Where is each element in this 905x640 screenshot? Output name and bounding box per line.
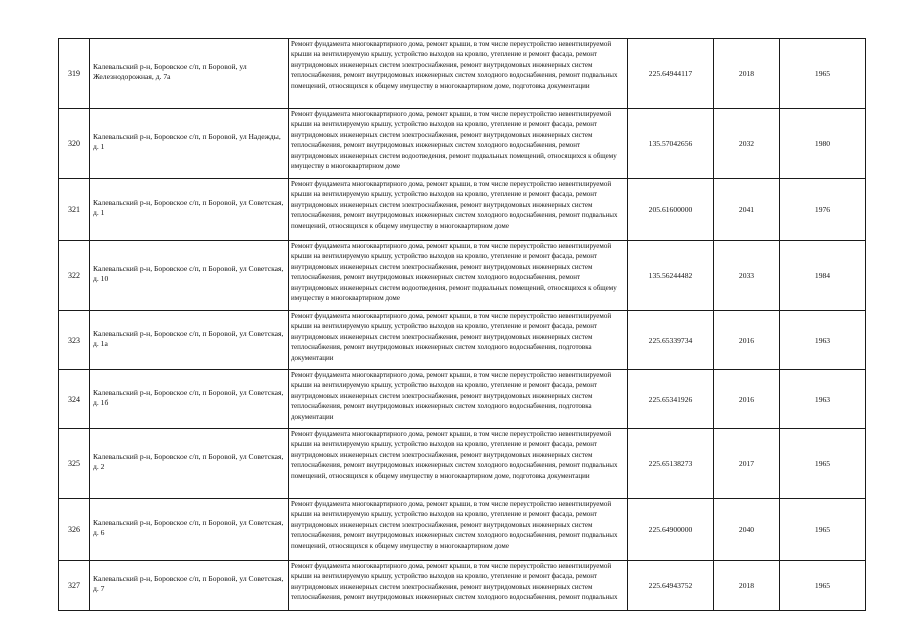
table-row [59,561,866,611]
address-text: Калевальский р-н, Боровское с/п, п Боровой, ул Железнодорожная, д. 7а [93,62,247,81]
address-text: Калевальский р-н, Боровское с/п, п Боровой, ул Советская, д. 7 [93,574,284,593]
build-year-cell: 1965 [780,499,866,561]
table-row [59,179,866,241]
address-text: Калевальский р-н, Боровское с/п, п Боровой, ул Советская, д. 2 [93,452,284,471]
build-year-cell: 1984 [780,241,866,311]
build-year-cell: 1976 [780,179,866,241]
cost-cell: 225.65339734 [628,311,714,370]
address-cell [90,39,289,109]
build-year-cell: 1965 [780,561,866,611]
build-year-cell: 1965 [780,429,866,499]
works-cell: Ремонт фундамента многоквартирного дома, ремонт крыши, в том числе переустройство невентилируемой крыши на вентилируемую крышу, устройство выходов на кровлю, утепление и ремонт фасада, ремонт внутридомовых инженерных систем электроснабжения, ремонт внутридомовых инженерных систем теплоснабжения, ремонт внутридомовых инженерных систем холодного водоснабжения, ремонт подвальных помещений, относящихся к общему имуществу в многоквартирном доме, подготовка документации [289,429,628,499]
address-cell [90,499,289,561]
repair-year-cell: 2040 [714,499,780,561]
row-number-cell: 325 [59,429,90,499]
housing-repair-table [58,38,866,611]
table-row [59,241,866,311]
works-cell: Ремонт фундамента многоквартирного дома, ремонт крыши, в том числе переустройство невентилируемой крыши на вентилируемую крышу, устройство выходов на кровлю, утепление и ремонт фасада, ремонт внутридомовых инженерных систем электроснабжения, ремонт внутридомовых инженерных систем теплоснабжения, ремонт внутридомовых инженерных систем холодного водоснабжения, ремонт внутридомовых инженерных систем водоотведения, ремонт подвальных помещений, относящихся к общему имуществу в многоквартирном доме [289,109,628,179]
repair-year-cell: 2017 [714,429,780,499]
address-text: Калевальский р-н, Боровское с/п, п Боровой, ул Советская, д. 1б [93,387,284,407]
repair-year-cell: 2018 [714,39,780,109]
repair-year-cell: 2016 [714,370,780,429]
works-cell: Ремонт фундамента многоквартирного дома, ремонт крыши, в том числе переустройство невентилируемой крыши на вентилируемую крышу, устройство выходов на кровлю, утепление и ремонт фасада, ремонт внутридомовых инженерных систем электроснабжения, ремонт внутридомовых инженерных систем теплоснабжения, ремонт внутридомовых инженерных систем холодного водоснабжения, подготовка документации [289,370,628,429]
table-row [59,499,866,561]
row-number-cell: 319 [59,39,90,109]
address-cell [90,311,289,370]
address-text: Калевальский р-н, Боровское с/п, п Боровой, ул Советская, д. 10 [93,264,284,283]
row-number-cell: 321 [59,179,90,241]
address-text: Калевальский р-н, Боровское с/п, п Боровой, ул Советская, д. 1а [93,328,284,348]
row-number-cell: 320 [59,109,90,179]
cost-cell: 225.65138273 [628,429,714,499]
address-cell [90,429,289,499]
build-year-cell: 1965 [780,39,866,109]
cost-cell: 225.64943752 [628,561,714,611]
address-cell [90,179,289,241]
row-number-cell: 322 [59,241,90,311]
table-row [59,370,866,429]
table-body [59,39,866,611]
address-cell [90,109,289,179]
works-cell: Ремонт фундамента многоквартирного дома, ремонт крыши, в том числе переустройство невентилируемой крыши на вентилируемую крышу, устройство выходов на кровлю, утепление и ремонт фасада, ремонт внутридомовых инженерных систем электроснабжения, ремонт внутридомовых инженерных систем теплоснабжения, ремонт внутридомовых инженерных систем холодного водоснабжения, ремонт подвальных [289,561,628,611]
row-number-cell: 327 [59,561,90,611]
address-text: Калевальский р-н, Боровское с/п, п Боровой, ул Советская, д. 1 [93,198,284,217]
cost-cell: 205.61600000 [628,179,714,241]
cost-cell: 135.56244482 [628,241,714,311]
table-row [59,311,866,370]
table-row [59,109,866,179]
repair-year-cell: 2033 [714,241,780,311]
works-cell: Ремонт фундамента многоквартирного дома, ремонт крыши, в том числе переустройство невентилируемой крыши на вентилируемую крышу, устройство выходов на кровлю, утепление и ремонт фасада, ремонт внутридомовых инженерных систем электроснабжения, ремонт внутридомовых инженерных систем теплоснабжения, ремонт внутридомовых инженерных систем холодного водоснабжения, ремонт подвальных помещений, относящихся к общему имуществу в многоквартирном доме [289,499,628,561]
repair-year-cell: 2032 [714,109,780,179]
repair-year-cell: 2041 [714,179,780,241]
table-row [59,39,866,109]
row-number-cell: 324 [59,370,90,429]
address-cell [90,561,289,611]
row-number-cell: 323 [59,311,90,370]
address-text: Калевальский р-н, Боровское с/п, п Боровой, ул Советская, д. 6 [93,518,284,537]
repair-year-cell: 2016 [714,311,780,370]
address-cell [90,241,289,311]
address-text: Калевальский р-н, Боровское с/п, п Боровой, ул Надежды, д. 1 [93,132,281,151]
repair-year-cell: 2018 [714,561,780,611]
works-cell: Ремонт фундамента многоквартирного дома, ремонт крыши, в том числе переустройство невентилируемой крыши на вентилируемую крышу, устройство выходов на кровлю, утепление и ремонт фасада, ремонт внутридомовых инженерных систем электроснабжения, ремонт внутридомовых инженерных систем теплоснабжения, ремонт внутридомовых инженерных систем холодного водоснабжения, подготовка документации [289,311,628,370]
build-year-cell: 1963 [780,311,866,370]
works-cell: Ремонт фундамента многоквартирного дома, ремонт крыши, в том числе переустройство невентилируемой крыши на вентилируемую крышу, устройство выходов на кровлю, утепление и ремонт фасада, ремонт внутридомовых инженерных систем электроснабжения, ремонт внутридомовых инженерных систем теплоснабжения, ремонт внутридомовых инженерных систем холодного водоснабжения, ремонт подвальных помещений, относящихся к общему имуществу в многоквартирном доме, подготовка документации [289,39,628,109]
address-cell [90,370,289,429]
row-number-cell: 326 [59,499,90,561]
cost-cell: 135.57042656 [628,109,714,179]
works-cell: Ремонт фундамента многоквартирного дома, ремонт крыши, в том числе переустройство невентилируемой крыши на вентилируемую крышу, устройство выходов на кровлю, утепление и ремонт фасада, ремонт внутридомовых инженерных систем электроснабжения, ремонт внутридомовых инженерных систем теплоснабжения, ремонт внутридомовых инженерных систем холодного водоснабжения, ремонт подвальных помещений, относящихся к общему имуществу в многоквартирном доме [289,179,628,241]
cost-cell: 225.65341926 [628,370,714,429]
build-year-cell: 1980 [780,109,866,179]
build-year-cell: 1963 [780,370,866,429]
table-row [59,429,866,499]
cost-cell: 225.64900000 [628,499,714,561]
cost-cell: 225.64944117 [628,39,714,109]
works-cell: Ремонт фундамента многоквартирного дома, ремонт крыши, в том числе переустройство невентилируемой крыши на вентилируемую крышу, устройство выходов на кровлю, утепление и ремонт фасада, ремонт внутридомовых инженерных систем электроснабжения, ремонт внутридомовых инженерных систем теплоснабжения, ремонт внутридомовых инженерных систем холодного водоснабжения, ремонт внутридомовых инженерных систем водоотведения, ремонт подвальных помещений, относящихся к общему имуществу в многоквартирном доме [289,241,628,311]
